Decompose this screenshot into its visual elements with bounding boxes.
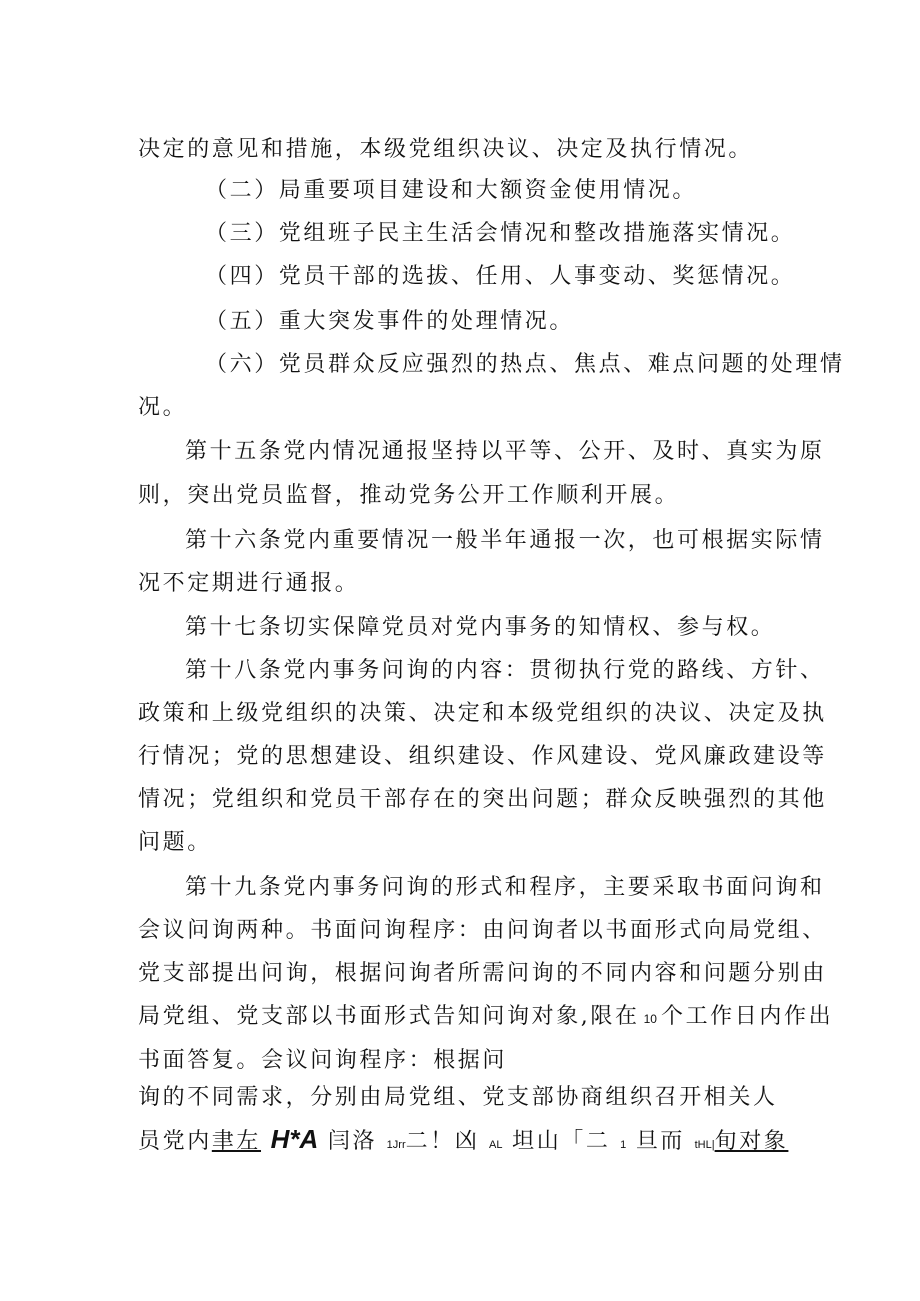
text-line-14: 政策和上级党组织的决策、决定和本级党组织的决议、决定及执 [138, 701, 827, 726]
text-line-16: 情况；党组织和党员干部存在的突出问题；群众反映强烈的其他 [138, 787, 827, 812]
garbled-seg-3: H*A [270, 1124, 319, 1154]
text-line-21-number: 10 [643, 1012, 657, 1026]
garbled-seg-9: 1 [620, 1139, 627, 1151]
text-line-3: （三）党组班子民主生活会情况和整改措施落实情况。 [205, 221, 796, 246]
text-line-10: 第十六条党内重要情况一般半年通报一次，也可根据实际情 [185, 528, 825, 553]
text-line-24-garbled [138, 1124, 788, 1160]
text-line-9: 则，突出党员监督，推动党务公开工作顺利开展。 [138, 483, 680, 508]
text-line-15: 行情况；党的思想建设、组织建设、作风建设、党风廉政建设等 [138, 744, 827, 769]
text-line-8: 第十五条党内情况通报坚持以平等、公开、及时、真实为原 [185, 439, 825, 464]
text-line-1: 决定的意见和措施，本级党组织决议、决定及执行情况。 [138, 137, 754, 162]
text-line-7: 况。 [138, 395, 188, 420]
garbled-seg-8: 坦山「二 [512, 1129, 611, 1154]
text-line-21 [138, 1002, 833, 1034]
text-line-17: 问题。 [138, 830, 212, 855]
text-line-12: 第十七条切实保障党员对党内事务的知情权、参与权。 [185, 615, 776, 640]
text-line-21-a: 局党组、党支部以书面形式告知问询对象,限在 [138, 1004, 640, 1029]
text-line-6: （六）党员群众反应强烈的热点、焦点、难点问题的处理情 [205, 352, 845, 377]
garbled-seg-7: AL [489, 1139, 503, 1151]
text-line-13: 第十八条党内事务问询的内容：贯彻执行党的路线、方针、 [185, 658, 825, 683]
text-line-2: （二）局重要项目建设和大额资金使用情况。 [205, 178, 698, 203]
text-line-22: 书面答复。会议问询程序：根据问 [138, 1048, 508, 1073]
garbled-seg-11: tHL| [694, 1139, 715, 1151]
garbled-seg-1: 员党内 [138, 1129, 212, 1154]
garbled-seg-4: 闫洛 [327, 1129, 378, 1154]
garbled-seg-5: 1Jrr [386, 1139, 406, 1151]
text-line-21-b: 个工作日内作出 [660, 1004, 834, 1029]
text-line-11: 况不定期进行通报。 [138, 571, 360, 596]
text-line-20: 党支部提出问询，根据问询者所需问询的不同内容和问题分别由 [138, 961, 827, 986]
garbled-seg-10: 旦而 [635, 1129, 686, 1154]
text-line-18: 第十九条党内事务问询的形式和程序，主要采取书面问询和 [185, 875, 825, 900]
text-line-23: 询的不同需求，分别由局党组、党支部协商组织召开相关人 [138, 1085, 778, 1110]
text-line-5: （五）重大突发事件的处理情况。 [205, 309, 575, 334]
garbled-seg-12: 旬对象 [714, 1129, 789, 1154]
text-line-4: （四）党员干部的选拔、任用、人事变动、奖惩情况。 [205, 264, 796, 289]
garbled-seg-6: 二！凶 [405, 1129, 480, 1154]
text-line-19: 会议问询两种。书面问询程序：由问询者以书面形式向局党组、 [138, 918, 827, 943]
garbled-seg-2: 聿左 [211, 1128, 262, 1153]
